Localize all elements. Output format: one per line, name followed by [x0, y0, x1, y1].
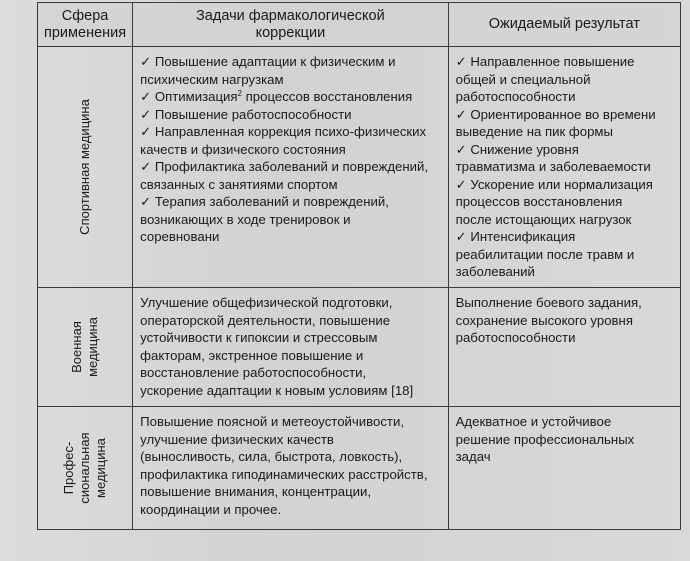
result-line: травматизма и заболеваемости [455, 159, 651, 174]
result-line: ✓ Направленное повышение [455, 54, 635, 69]
sphere-label: сиональная [77, 432, 93, 504]
header-results-line: Ожидаемый результат [488, 16, 640, 32]
header-sphere-line: Сфера [61, 7, 109, 24]
sphere-cell [38, 407, 133, 530]
task-line: восстановление работоспособности, [140, 365, 367, 380]
task-line: ✓ Профилактика заболеваний и повреждений, [140, 159, 429, 174]
task-text: ✓ Оптимизация [140, 89, 238, 104]
result-line: Адекватное и устойчивое [455, 414, 612, 429]
task-line: профилактика гиподинамических расстройств, [140, 466, 428, 482]
task-line: ✓ Терапия заболеваний и повреждений, [140, 194, 389, 209]
sphere-cell [38, 47, 133, 288]
result-line: сохранение высокого уровня [455, 312, 633, 328]
task-line: качеств и физического состояния [140, 141, 346, 157]
footnote-marker: 2 [237, 89, 242, 98]
task-line: ✓ Повышение адаптации к физическим и [140, 54, 396, 69]
result-line: реабилитации после травм и [455, 246, 635, 262]
result-line: общей и специальной [455, 71, 591, 87]
result-line: ✓ Интенсификация [455, 229, 576, 244]
result-line: решение профессиональных [455, 431, 635, 447]
sphere-label: Военная [69, 321, 85, 373]
task-line: (выносливость, сила, быстрота, ловкость), [140, 449, 403, 464]
results-cell [448, 47, 680, 288]
result-line: выведение на пик формы [455, 124, 613, 139]
header-tasks [133, 3, 448, 47]
task-line: ускорение адаптации к новым условиям [18] [140, 382, 414, 398]
header-tasks-line: коррекции [255, 24, 326, 41]
task-line-optimization [140, 88, 441, 106]
results-cell [448, 288, 680, 407]
task-line: соревновани [140, 229, 220, 244]
task-line: операторской деятельности, повышение [140, 312, 391, 328]
tasks-cell [133, 288, 448, 407]
sphere-label: Спортивная медицина [77, 99, 93, 235]
task-line: улучшение физических качеств [140, 431, 334, 447]
task-line: устойчивости к гипоксии и стрессовым [140, 330, 378, 345]
results-cell [448, 407, 680, 530]
sphere-cell [38, 288, 133, 407]
task-line: ✓ Повышение работоспособности [140, 106, 352, 122]
sphere-label: Профес- [61, 441, 77, 495]
result-line: работоспособности [455, 89, 576, 104]
task-line: ✓ Направленная коррекция психо-физических [140, 124, 427, 139]
result-line: заболеваний [455, 264, 535, 279]
header-results [448, 3, 680, 47]
task-line: факторам, экстренное повышение и [140, 347, 364, 363]
result-line: процессов восстановления [455, 194, 623, 209]
task-line: Улучшение общефизической подготовки, [140, 295, 393, 310]
sphere-label: медицина [93, 438, 109, 498]
header-sphere [38, 3, 133, 47]
pharmacology-table [37, 2, 681, 530]
task-line: Повышение поясной и метеоустойчивости, [140, 414, 404, 429]
task-line: возникающих в ходе тренировок и [140, 211, 351, 227]
sphere-label: медицина [85, 317, 101, 377]
result-line: Выполнение боевого задания, [455, 295, 642, 310]
tasks-cell [133, 47, 448, 288]
task-text: процессов восстановления [242, 89, 413, 104]
result-line: ✓ Ориентированное во времени [455, 106, 656, 122]
task-line: связанных с занятиями спортом [140, 176, 338, 192]
table-row [38, 407, 681, 530]
result-line: после истощающих нагрузок [455, 211, 632, 227]
task-line: психическим нагрузкам [140, 71, 284, 87]
table-row [38, 288, 681, 407]
tasks-cell [133, 407, 448, 530]
table-header-row [38, 3, 681, 47]
header-tasks-line: Задачи фармакологической [196, 7, 385, 24]
result-line: ✓ Ускорение или нормализация [455, 176, 653, 192]
result-line: задач [455, 449, 491, 464]
result-line: ✓ Снижение уровня [455, 141, 579, 157]
task-line: повышение внимания, концентрации, [140, 484, 372, 499]
header-sphere-line: применения [44, 24, 127, 41]
task-line: координации и прочее. [140, 501, 282, 517]
result-line: работоспособности [455, 330, 576, 345]
table-row [38, 47, 681, 288]
